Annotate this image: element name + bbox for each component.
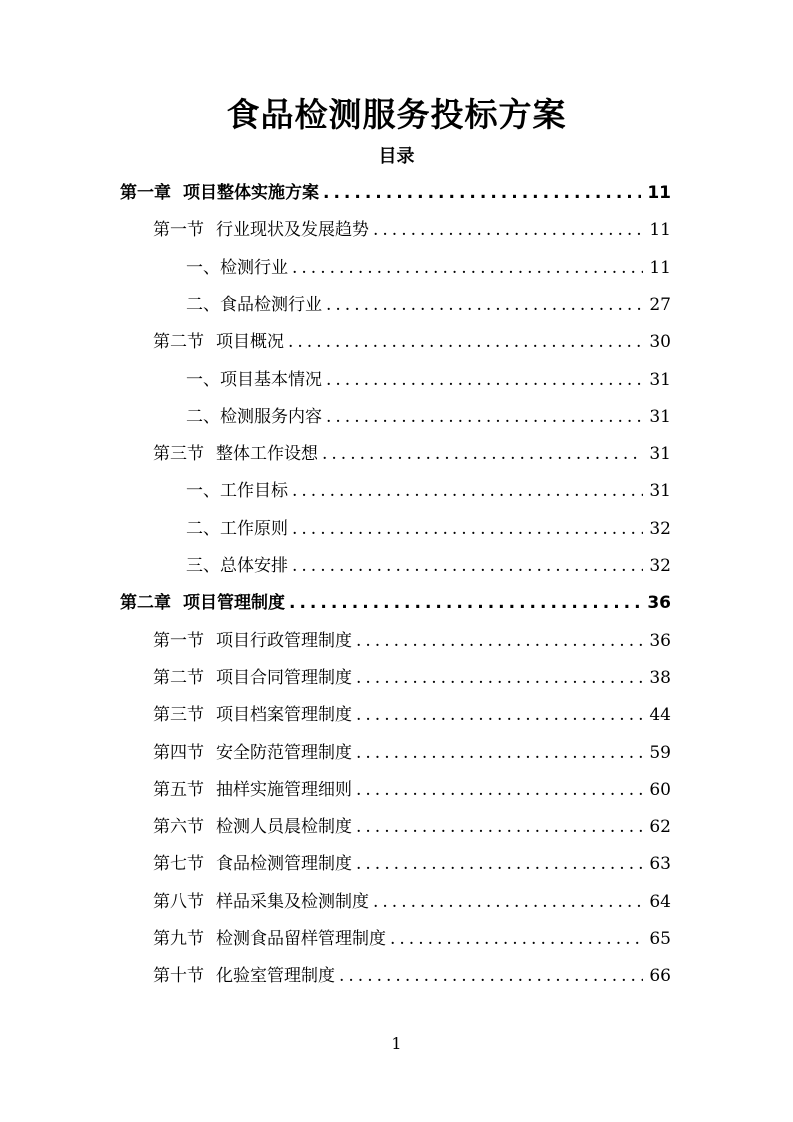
toc-entry-page: 31: [649, 444, 671, 465]
toc-chapter-entry[interactable]: [120, 175, 671, 212]
toc-entry-number: 第六节: [153, 817, 204, 838]
toc-section-entry[interactable]: [153, 884, 671, 921]
toc-entry-number: 第十节: [153, 966, 204, 987]
toc-entry-page: 11: [649, 257, 671, 278]
toc-entry-page: 66: [649, 966, 671, 987]
toc-entry-page: 59: [649, 742, 671, 763]
toc-entry-title: 检测食品留样管理制度: [216, 929, 386, 949]
toc-entry-page: 27: [649, 294, 671, 315]
toc-entry-number: 二、: [186, 294, 220, 315]
toc-section-entry[interactable]: [153, 772, 671, 809]
toc-heading: 目录: [378, 146, 415, 167]
toc-section-entry[interactable]: [153, 623, 671, 660]
toc-entry-number: 第一节: [153, 220, 204, 241]
toc-entry-title: 项目合同管理制度: [216, 667, 352, 688]
toc-dot-leader: [292, 473, 643, 510]
toc-dot-leader: [323, 175, 641, 212]
toc-section-entry[interactable]: [153, 958, 671, 995]
toc-entry-title: 检测服务内容: [220, 406, 322, 427]
toc-entry-page: 64: [649, 891, 671, 912]
toc-entry-page: 36: [649, 630, 671, 651]
toc-entry-title: 食品检测行业: [220, 294, 322, 315]
toc-entry-number: 第二章: [120, 593, 171, 614]
toc-section-entry[interactable]: [153, 809, 671, 846]
toc-entry-page: 30: [649, 332, 671, 353]
toc-subsection-entry[interactable]: [186, 287, 671, 324]
toc-dot-leader: [373, 212, 643, 249]
toc-entry-page: 11: [647, 183, 671, 203]
toc-entry-number: 第三节: [153, 444, 204, 465]
toc-entry-title: 总体安排: [220, 556, 288, 576]
toc-entry-number: 一、: [186, 369, 220, 390]
toc-dot-leader: [288, 324, 643, 361]
toc-dot-leader: [292, 548, 643, 585]
toc-entry-title: 项目基本情况: [220, 369, 322, 390]
toc-entry-number: 第七节: [153, 854, 204, 875]
toc-dot-leader: [356, 660, 643, 697]
toc-subsection-entry[interactable]: [186, 511, 671, 548]
toc-dot-leader: [373, 884, 643, 921]
toc-dot-leader: [356, 623, 643, 660]
toc-entry-page: 31: [649, 406, 671, 427]
toc-entry-page: 36: [647, 593, 671, 614]
toc-entry-number: 一、: [186, 257, 220, 278]
toc-dot-leader: [326, 287, 643, 324]
toc-entry-number: 第一节: [153, 630, 204, 651]
toc-entry-title: 项目行政管理制度: [216, 630, 352, 651]
toc-section-entry[interactable]: [153, 324, 671, 361]
toc-entry-page: 44: [649, 705, 671, 726]
toc-entry-page: 31: [649, 369, 671, 390]
toc-subsection-entry[interactable]: [186, 399, 671, 436]
toc-entry-title: 项目档案管理制度: [216, 705, 352, 726]
toc-subsection-entry[interactable]: [186, 473, 671, 510]
toc-entry-title: 抽样实施管理细则: [216, 779, 352, 800]
toc-dot-leader: [292, 250, 643, 287]
toc-dot-leader: [292, 511, 643, 548]
toc-entry-title: 整体工作设想: [216, 444, 318, 465]
toc-entry-number: 二、: [186, 406, 220, 427]
toc-section-entry[interactable]: [153, 660, 671, 697]
toc-dot-leader: [322, 436, 643, 473]
toc-dot-leader: [289, 585, 641, 622]
toc-entry-number: 一、: [186, 481, 220, 502]
toc-section-entry[interactable]: [153, 921, 671, 958]
toc-dot-leader: [326, 362, 643, 399]
toc-entry-page: 31: [649, 481, 671, 502]
toc-dot-leader: [356, 735, 643, 772]
toc-entry-number: 第八节: [153, 891, 204, 912]
toc-entry-title: 行业现状及发展趋势: [216, 220, 369, 241]
toc-entry-page: 65: [649, 929, 671, 949]
toc-entry-title: 化验室管理制度: [216, 966, 335, 987]
toc-entry-number: 第五节: [153, 779, 204, 800]
toc-section-entry[interactable]: [153, 212, 671, 249]
toc-entry-page: 32: [649, 518, 671, 539]
toc-entry-title: 样品采集及检测制度: [216, 891, 369, 912]
toc-subsection-entry[interactable]: [186, 362, 671, 399]
toc-entry-number: 第二节: [153, 667, 204, 688]
toc-entry-title: 检测行业: [220, 257, 288, 278]
toc-entry-page: 63: [649, 854, 671, 875]
toc-entry-number: 第三节: [153, 705, 204, 726]
toc-subsection-entry[interactable]: [186, 548, 671, 585]
toc-entry-title: 项目整体实施方案: [183, 183, 319, 203]
toc-entry-title: 工作目标: [220, 481, 288, 502]
document-title: 食品检测服务投标方案: [226, 95, 567, 134]
toc-dot-leader: [339, 958, 643, 995]
toc-entry-number: 第九节: [153, 929, 204, 949]
toc-entry-title: 检测人员晨检制度: [216, 817, 352, 838]
toc-section-entry[interactable]: [153, 436, 671, 473]
toc-entry-page: 60: [649, 779, 671, 800]
toc-section-entry[interactable]: [153, 846, 671, 883]
toc-entry-number: 第二节: [153, 332, 204, 353]
toc-subsection-entry[interactable]: [186, 250, 671, 287]
toc-entry-title: 项目管理制度: [183, 593, 285, 614]
toc-entry-number: 三、: [186, 556, 220, 576]
toc-section-entry[interactable]: [153, 697, 671, 734]
toc-entry-title: 工作原则: [220, 518, 288, 539]
toc-entry-title: 食品检测管理制度: [216, 854, 352, 875]
toc-entry-page: 38: [649, 667, 671, 688]
toc-chapter-entry[interactable]: [120, 585, 671, 622]
toc-dot-leader: [356, 809, 643, 846]
toc-entry-page: 32: [649, 556, 671, 576]
toc-entry-number: 第四节: [153, 742, 204, 763]
toc-dot-leader: [356, 846, 643, 883]
page-number: 1: [391, 1034, 402, 1053]
toc-dot-leader: [356, 697, 643, 734]
toc-dot-leader: [356, 772, 643, 809]
toc-entry-number: 第一章: [120, 183, 171, 203]
toc-dot-leader: [390, 921, 643, 958]
toc-entry-title: 安全防范管理制度: [216, 742, 352, 763]
toc-entry-number: 二、: [186, 518, 220, 539]
toc-dot-leader: [326, 399, 643, 436]
toc-entry-title: 项目概况: [216, 332, 284, 353]
toc-entry-page: 11: [649, 220, 671, 241]
toc-entry-page: 62: [649, 817, 671, 838]
toc-section-entry[interactable]: [153, 735, 671, 772]
